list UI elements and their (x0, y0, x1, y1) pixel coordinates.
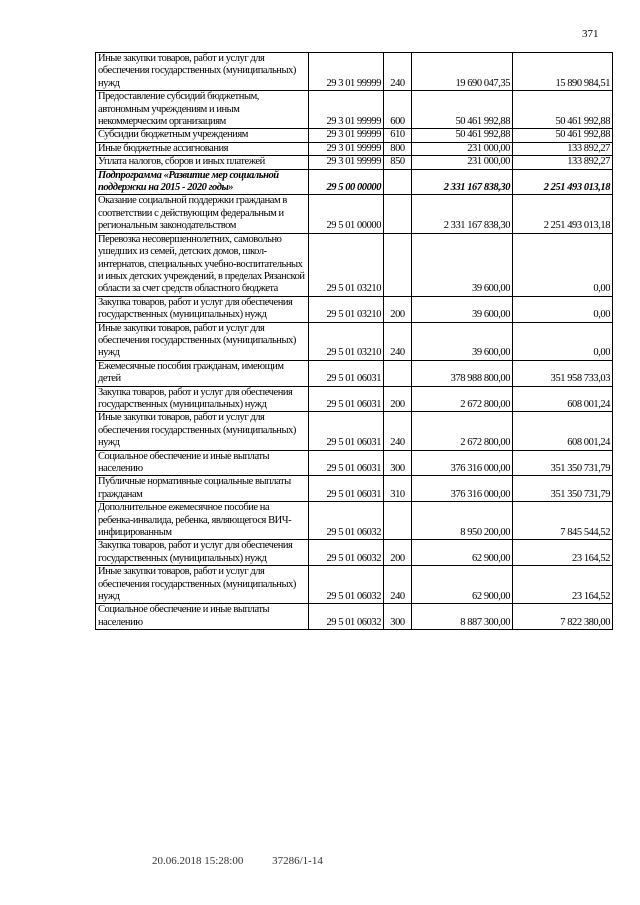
row-expense-type: 240 (384, 412, 412, 450)
table-row (96, 604, 613, 630)
row-code: 29 5 01 06031 (309, 476, 384, 502)
row-code: 29 5 01 06032 (309, 502, 384, 540)
row-expense-type: 800 (384, 142, 412, 155)
table-row (96, 450, 613, 476)
row-name: Иные закупки товаров, работ и услуг для обеспечения государственных (муниципальных) нужд (96, 53, 309, 91)
row-value-1: 231 000,00 (412, 142, 513, 155)
row-value-2: 50 461 992,88 (513, 91, 613, 129)
row-value-2: 351 350 731,79 (513, 450, 613, 476)
row-expense-type: 300 (384, 450, 412, 476)
table-row (96, 91, 613, 129)
row-name: Перевозка несовершеннолетних, самовольно ушедших из семей, детских домов, школ-интернатов, специальных учебно-воспитательных и иных детских учреждений, в пределах Рязанской области за счет средств областного бюджета (96, 233, 309, 296)
row-value-2: 23 164,52 (513, 566, 613, 604)
footer-doc-code: 37286/1-14 (272, 855, 323, 867)
row-value-2: 7 845 544,52 (513, 502, 613, 540)
footer-timestamp: 20.06.2018 15:28:00 (152, 855, 244, 867)
row-name: Иные закупки товаров, работ и услуг для обеспечения государственных (муниципальных) нужд (96, 412, 309, 450)
row-value-2: 2 251 493 013,18 (513, 169, 613, 195)
budget-table-body (96, 53, 613, 630)
row-expense-type (384, 502, 412, 540)
row-name: Иные бюджетные ассигнования (96, 142, 309, 155)
table-row (96, 169, 613, 195)
table-row (96, 360, 613, 386)
row-value-2: 15 890 984,51 (513, 53, 613, 91)
row-value-2: 608 001,24 (513, 386, 613, 412)
row-value-2: 351 958 733,03 (513, 360, 613, 386)
row-value-1: 376 316 000,00 (412, 476, 513, 502)
row-code: 29 5 01 06031 (309, 412, 384, 450)
row-expense-type: 850 (384, 156, 412, 169)
budget-table (95, 52, 613, 630)
row-value-2: 2 251 493 013,18 (513, 195, 613, 233)
row-name: Иные закупки товаров, работ и услуг для обеспечения государственных (муниципальных) нужд (96, 322, 309, 360)
table-row (96, 195, 613, 233)
row-name: Ежемесячные пособия гражданам, имеющим детей (96, 360, 309, 386)
row-code: 29 5 01 00000 (309, 195, 384, 233)
row-value-1: 50 461 992,88 (412, 129, 513, 142)
row-name: Предоставление субсидий бюджетным, автономным учреждениям и иным некоммерческим организациям (96, 91, 309, 129)
row-name: Социальное обеспечение и иные выплаты населению (96, 450, 309, 476)
row-value-2: 7 822 380,00 (513, 604, 613, 630)
table-row (96, 566, 613, 604)
row-value-2: 133 892,27 (513, 156, 613, 169)
row-value-1: 39 600,00 (412, 233, 513, 296)
row-value-1: 39 600,00 (412, 296, 513, 322)
row-code: 29 5 01 06031 (309, 386, 384, 412)
row-name: Закупка товаров, работ и услуг для обеспечения государственных (муниципальных) нужд (96, 540, 309, 566)
row-value-2: 133 892,27 (513, 142, 613, 155)
row-value-1: 2 672 800,00 (412, 412, 513, 450)
row-expense-type: 200 (384, 540, 412, 566)
row-value-1: 39 600,00 (412, 322, 513, 360)
table-row (96, 296, 613, 322)
row-name: Уплата налогов, сборов и иных платежей (96, 156, 309, 169)
row-code: 29 5 01 06031 (309, 450, 384, 476)
row-name: Иные закупки товаров, работ и услуг для обеспечения государственных (муниципальных) нужд (96, 566, 309, 604)
row-value-1: 2 672 800,00 (412, 386, 513, 412)
row-name: Закупка товаров, работ и услуг для обеспечения государственных (муниципальных) нужд (96, 296, 309, 322)
row-expense-type: 610 (384, 129, 412, 142)
row-value-2: 0,00 (513, 233, 613, 296)
row-code: 29 3 01 99999 (309, 129, 384, 142)
row-name: Дополнительное ежемесячное пособие на ребенка-инвалида, ребенка, являющегося ВИЧ-инфицированным (96, 502, 309, 540)
table-row (96, 322, 613, 360)
row-expense-type: 310 (384, 476, 412, 502)
row-code: 29 3 01 99999 (309, 156, 384, 169)
row-expense-type: 240 (384, 322, 412, 360)
row-value-1: 376 316 000,00 (412, 450, 513, 476)
table-row (96, 129, 613, 142)
row-code: 29 5 01 03210 (309, 322, 384, 360)
row-expense-type (384, 360, 412, 386)
row-expense-type: 600 (384, 91, 412, 129)
row-value-1: 8 887 300,00 (412, 604, 513, 630)
footer (152, 855, 323, 867)
row-expense-type: 200 (384, 386, 412, 412)
row-code: 29 5 01 03210 (309, 296, 384, 322)
row-code: 29 3 01 99999 (309, 142, 384, 155)
row-code: 29 5 01 06031 (309, 360, 384, 386)
row-expense-type: 240 (384, 566, 412, 604)
row-code: 29 3 01 99999 (309, 91, 384, 129)
row-value-2: 23 164,52 (513, 540, 613, 566)
row-name: Оказание социальной поддержки гражданам в соответствии с действующим федеральным и региональным законодательством (96, 195, 309, 233)
table-row (96, 53, 613, 91)
row-value-2: 0,00 (513, 322, 613, 360)
table-row (96, 412, 613, 450)
row-value-1: 8 950 200,00 (412, 502, 513, 540)
row-code: 29 5 01 06032 (309, 540, 384, 566)
row-code: 29 5 01 03210 (309, 233, 384, 296)
row-value-1: 50 461 992,88 (412, 91, 513, 129)
row-expense-type: 240 (384, 53, 412, 91)
row-code: 29 3 01 99999 (309, 53, 384, 91)
table-row (96, 502, 613, 540)
row-code: 29 5 01 06032 (309, 604, 384, 630)
table-row (96, 386, 613, 412)
row-value-2: 351 350 731,79 (513, 476, 613, 502)
row-value-1: 378 988 800,00 (412, 360, 513, 386)
row-expense-type (384, 233, 412, 296)
row-value-1: 62 900,00 (412, 540, 513, 566)
row-value-2: 0,00 (513, 296, 613, 322)
table-row (96, 476, 613, 502)
row-value-1: 2 331 167 838,30 (412, 169, 513, 195)
table-row (96, 142, 613, 155)
row-value-1: 19 690 047,35 (412, 53, 513, 91)
row-code: 29 5 00 00000 (309, 169, 384, 195)
row-name: Субсидии бюджетным учреждениям (96, 129, 309, 142)
row-value-2: 608 001,24 (513, 412, 613, 450)
row-expense-type: 200 (384, 296, 412, 322)
row-expense-type (384, 195, 412, 233)
row-value-1: 231 000,00 (412, 156, 513, 169)
row-expense-type: 300 (384, 604, 412, 630)
row-expense-type (384, 169, 412, 195)
table-row (96, 233, 613, 296)
table-row (96, 156, 613, 169)
row-value-1: 62 900,00 (412, 566, 513, 604)
row-value-1: 2 331 167 838,30 (412, 195, 513, 233)
row-name: Социальное обеспечение и иные выплаты населению (96, 604, 309, 630)
row-code: 29 5 01 06032 (309, 566, 384, 604)
row-name: Подпрограмма «Развитие мер социальной поддержки на 2015 - 2020 годы» (96, 169, 309, 195)
row-name: Публичные нормативные социальные выплаты гражданам (96, 476, 309, 502)
row-name: Закупка товаров, работ и услуг для обеспечения государственных (муниципальных) нужд (96, 386, 309, 412)
page-number: 371 (582, 28, 599, 40)
table-row (96, 540, 613, 566)
row-value-2: 50 461 992,88 (513, 129, 613, 142)
